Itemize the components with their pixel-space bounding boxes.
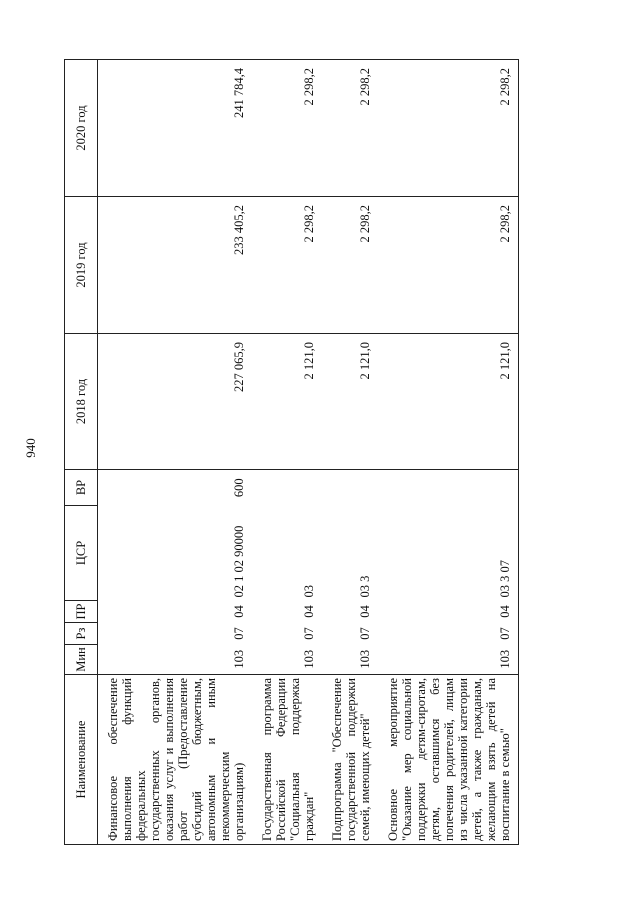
row-name: Основное мероприятие "Оказание мер социальной поддержки детям-сиротам, детям, оставшимся без попечения родителей, лицам из числа указанной категории детей, а также гражданам, желающим взять детей на воспитание в семью": [378, 675, 519, 845]
rotated-table-inner: [64, 60, 604, 845]
table-row: [98, 60, 253, 845]
header-2020: 2020 год: [65, 60, 98, 197]
row-rz: 07: [302, 627, 316, 640]
row-csr: 03 3 07: [378, 506, 519, 601]
row-vr: [252, 470, 322, 506]
row-name: Государственная программа Российской Федерации "Социальная поддержка граждан": [252, 675, 322, 845]
row-pr: 04: [378, 601, 519, 623]
row-min: 103: [98, 645, 253, 675]
header-rz: Рз: [65, 623, 98, 645]
row-pr: 04: [358, 605, 372, 618]
row-2019: 2 298,2: [378, 197, 519, 334]
row-2019: 233 405,2: [98, 197, 253, 334]
header-vr: ВР: [65, 470, 98, 506]
row-rz: 07: [378, 623, 519, 645]
header-name: Наименование: [65, 675, 98, 845]
row-vr: [378, 470, 519, 506]
header-min: Мин: [65, 645, 98, 675]
header-csr: ЦСР: [65, 506, 98, 601]
row-name: Финансовое обеспечение выполнения функций федеральных государственных органов, оказания услуг и выполнения работ (Предоставление субсидий бюджетным, автономным и иным некоммерческим организациям): [98, 675, 253, 845]
table-header-row: [65, 60, 98, 845]
header-pr: ПР: [65, 601, 98, 623]
row-2018: 2 121,0: [378, 334, 519, 470]
row-csr: 03: [302, 585, 316, 598]
row-2019: 2 298,2: [322, 197, 378, 334]
table-row: [322, 60, 378, 845]
row-min: 103: [322, 645, 378, 675]
row-2018: 227 065,9: [98, 334, 253, 470]
row-2020: 2 298,2: [252, 60, 322, 197]
row-min: 103: [378, 645, 519, 675]
row-vr: [322, 470, 378, 506]
row-vr: 600: [232, 478, 246, 498]
row-pr: 04: [232, 605, 246, 618]
row-min: 103: [252, 645, 322, 675]
header-2018: 2018 год: [65, 334, 98, 470]
row-2019: 2 298,2: [252, 197, 322, 334]
rotated-table-wrapper: [64, 60, 604, 845]
row-2018: 2 121,0: [322, 334, 378, 470]
row-rz: 07: [232, 627, 246, 640]
row-name: Подпрограмма "Обеспечение государственной поддержки семей, имеющих детей": [322, 675, 378, 845]
row-2020: 2 298,2: [322, 60, 378, 197]
row-2018: 2 121,0: [252, 334, 322, 470]
table-row: [378, 60, 519, 845]
row-csr: 03 3: [358, 575, 372, 598]
table-row: [252, 60, 322, 845]
row-csr: 02 1 02 90000: [232, 525, 246, 598]
budget-table: [64, 59, 519, 845]
page-number: 940: [23, 438, 38, 458]
row-2020: 241 784,4: [98, 60, 253, 197]
row-pr: 04: [302, 605, 316, 618]
header-2019: 2019 год: [65, 197, 98, 334]
row-2020: 2 298,2: [378, 60, 519, 197]
row-rz: 07: [358, 627, 372, 640]
